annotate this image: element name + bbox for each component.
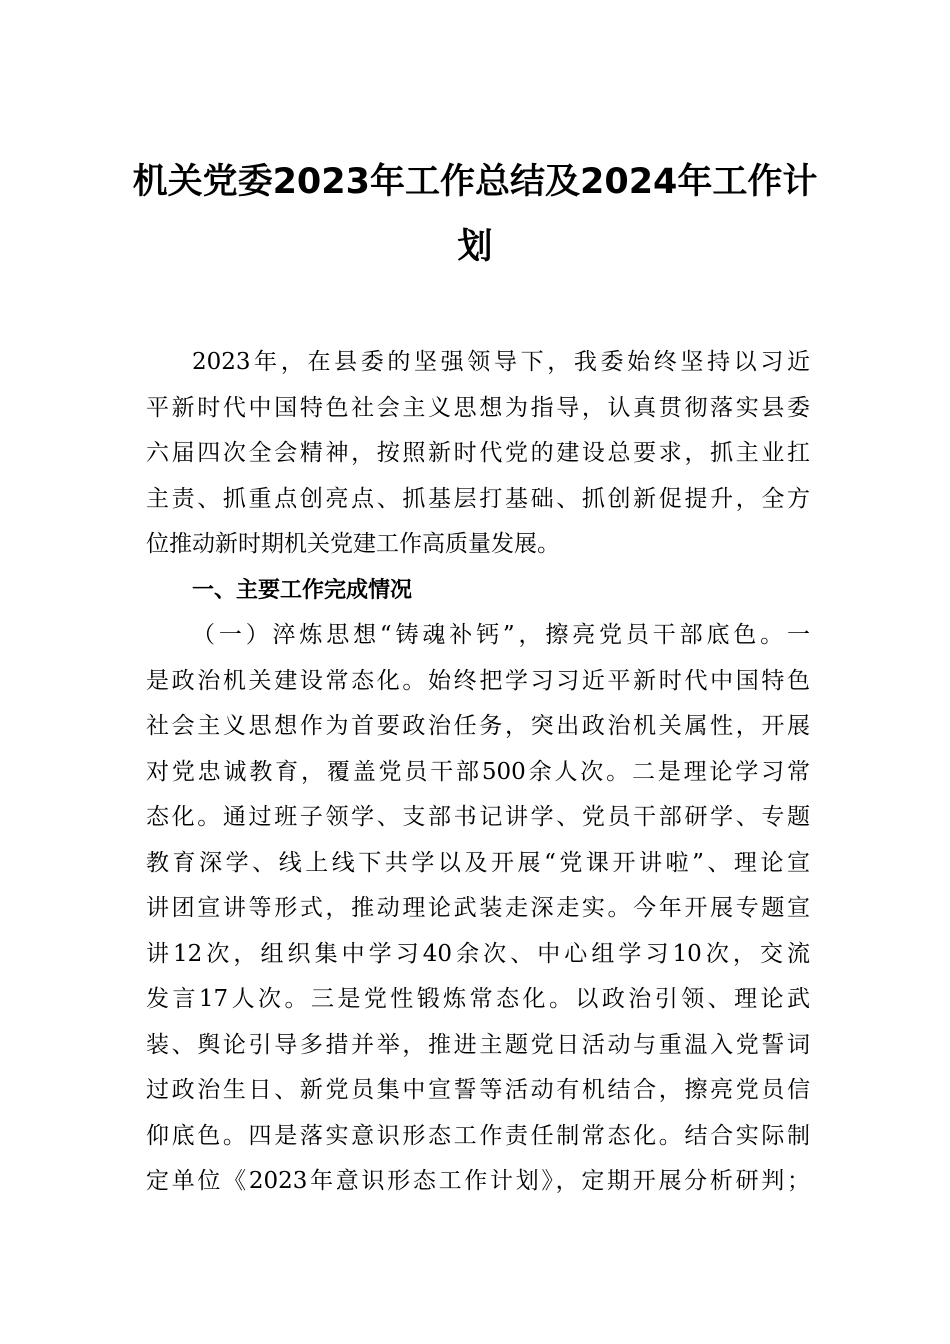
paragraph-line: 对党忠诚教育，覆盖党员干部500余人次。二是理论学习常 (146, 758, 810, 785)
paragraph-line: 社会主义思想作为首要政治任务，突出政治机关属性，开展 (146, 713, 810, 739)
paragraph-line: 定单位《2023年意识形态工作计划》，定期开展分析研判； (146, 1168, 810, 1194)
title-line-1: 机关党委2023年工作总结及2024年工作计 (132, 162, 818, 202)
title-line-2: 划 (457, 227, 493, 267)
paragraph-line: 教育深学、线上线下共学以及开展“党课开讲啦”、理论宣 (146, 849, 810, 876)
paragraph-line: 讲12次，组织集中学习40余次、中心组学习10次，交流 (146, 940, 810, 967)
paragraph-line: 位推动新时期机关党建工作高质量发展。 (146, 531, 560, 557)
paragraph-line: 平新时代中国特色社会主义思想为指导，认真贯彻落实县委 (146, 394, 810, 421)
paragraph-line: 主责、抓重点创亮点、抓基层打基础、抓创新促提升，全方 (146, 485, 810, 512)
paragraph-line: 讲团宣讲等形式，推动理论武装走深走实。今年开展专题宣 (146, 895, 810, 921)
paragraph-line: 六届四次全会精神，按照新时代党的建设总要求，抓主业扛 (146, 440, 810, 466)
paragraph-line: 仰底色。四是落实意识形态工作责任制常态化。结合实际制 (146, 1122, 810, 1149)
paragraph-line: 态化。通过班子领学、支部书记讲学、党员干部研学、专题 (146, 804, 810, 830)
paragraph-line: 是政治机关建设常态化。始终把学习习近平新时代中国特色 (146, 667, 810, 694)
paragraph-line: （一）淬炼思想“铸魂补钙”，擦亮党员干部底色。一 (192, 622, 810, 648)
paragraph-line: 装、舆论引导多措并举，推进主题党日活动与重温入党誓词 (146, 1031, 810, 1058)
paragraph-line: 发言17人次。三是党性锻炼常态化。以政治引领、理论武 (146, 986, 810, 1012)
document-body (146, 340, 810, 1205)
section-heading: 一、主要工作完成情况 (192, 577, 413, 603)
paragraph-line: 2023年，在县委的坚强领导下，我委始终坚持以习近 (192, 349, 810, 375)
document-title (120, 150, 830, 280)
paragraph-line: 过政治生日、新党员集中宣誓等活动有机结合，擦亮党员信 (146, 1077, 810, 1103)
